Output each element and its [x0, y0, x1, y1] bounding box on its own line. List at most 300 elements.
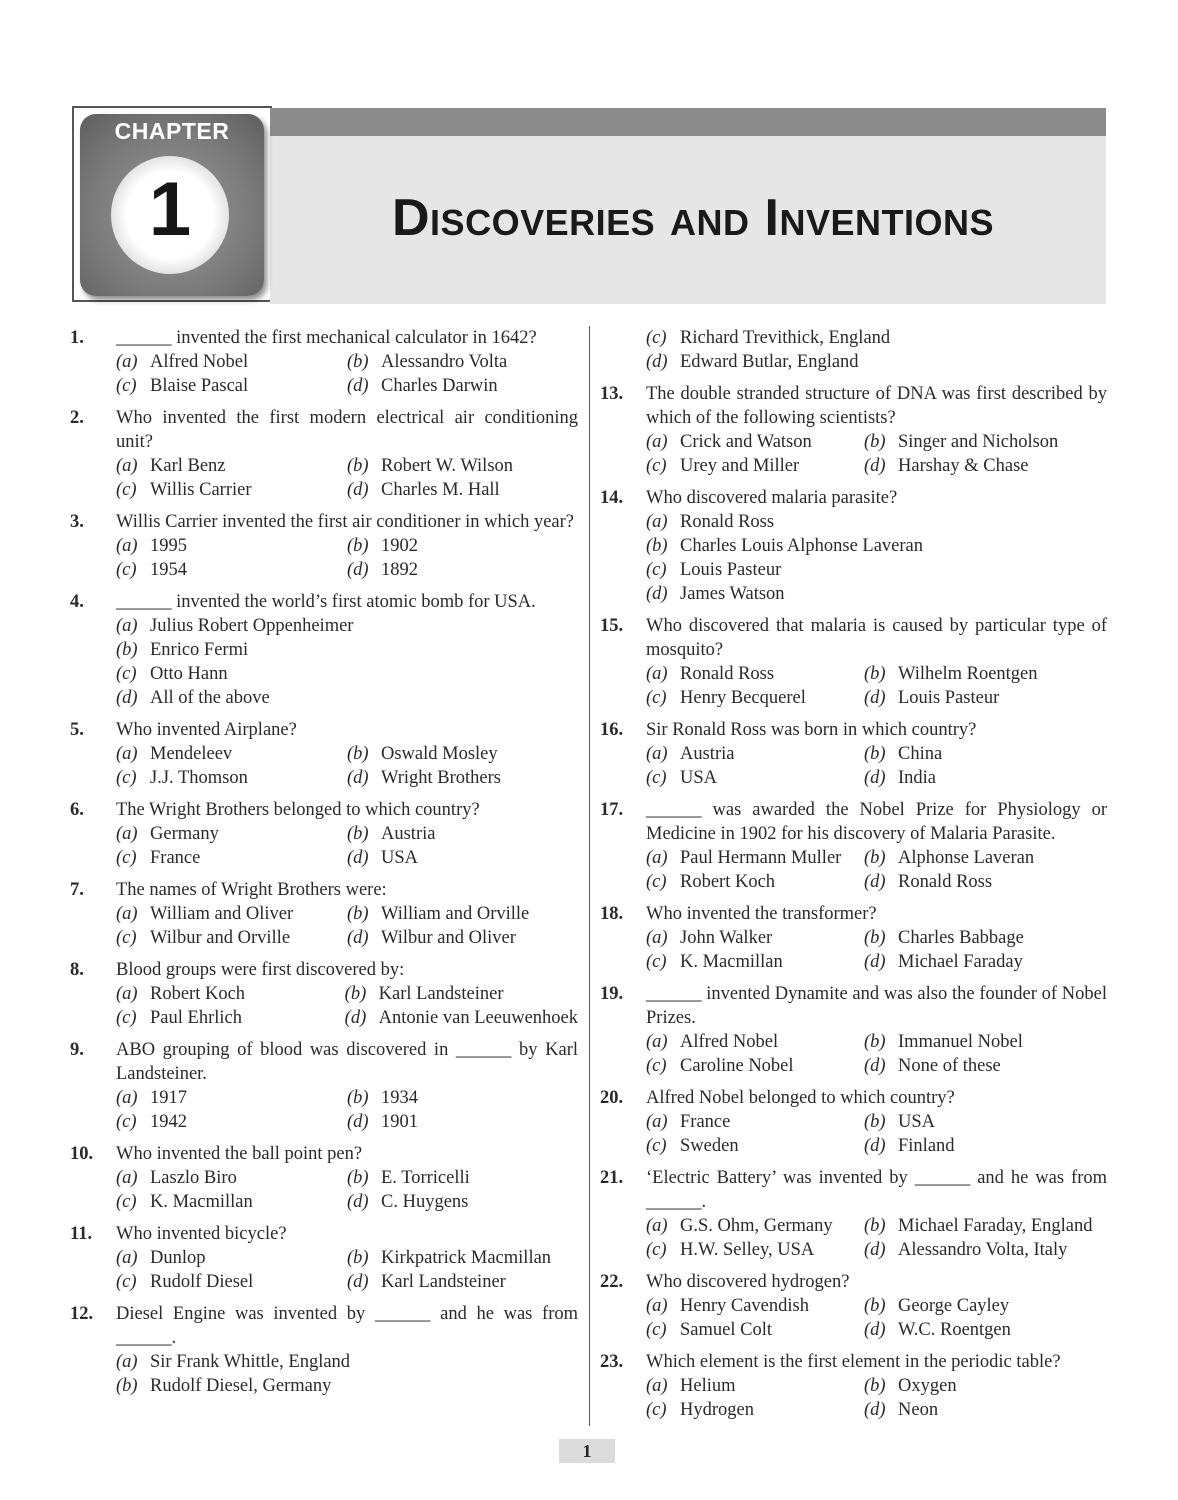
option: [646, 926, 864, 950]
header-top-bar: [270, 108, 1106, 136]
option-label: (d): [347, 848, 369, 868]
option-label: (a): [116, 744, 138, 764]
option-text: E. Torricelli: [381, 1168, 470, 1188]
option: [864, 662, 1107, 686]
option-label: (c): [646, 1136, 667, 1156]
option: [347, 534, 578, 558]
option-text: Paul Hermann Muller: [680, 848, 842, 868]
option-label: (b): [116, 640, 138, 660]
chapter-frame-bottom: [72, 300, 272, 302]
option-text: William and Orville: [381, 904, 530, 924]
option: [116, 1166, 347, 1190]
option: [116, 1350, 578, 1374]
option-label: (a): [116, 824, 138, 844]
option-label: (b): [347, 1248, 369, 1268]
question-text: Who discovered that malaria is caused by particular type of mosquito?: [646, 616, 1107, 660]
option: [116, 1110, 347, 1134]
question-item: [600, 1086, 1107, 1158]
option-label: (d): [864, 1056, 886, 1076]
options-list: [646, 1214, 1107, 1262]
option-label: (b): [864, 928, 886, 948]
option-label: (a): [116, 904, 138, 924]
option-label: (d): [347, 1272, 369, 1292]
option-label: (b): [864, 1376, 886, 1396]
option-text: Ronald Ross: [898, 872, 993, 892]
option-label: (d): [864, 688, 886, 708]
option-text: Crick and Watson: [680, 432, 812, 452]
question-line: [600, 902, 1107, 926]
option: [116, 846, 347, 870]
question-text: Willis Carrier invented the first air conditioner in which year?: [116, 512, 575, 532]
option-text: Helium: [680, 1376, 736, 1396]
option-text: Robert W. Wilson: [381, 456, 514, 476]
question-item: [70, 1038, 578, 1134]
options-list: [116, 614, 578, 710]
option-label: (a): [646, 1376, 668, 1396]
option: [646, 558, 1107, 582]
option: [646, 686, 864, 710]
option: [347, 846, 578, 870]
option-text: Dunlop: [150, 1248, 206, 1268]
options-list: [116, 982, 578, 1030]
option-text: Robert Koch: [680, 872, 776, 892]
option-label: (c): [116, 1272, 137, 1292]
option: [864, 742, 1107, 766]
option-text: Alphonse Laveran: [898, 848, 1035, 868]
option-label: (c): [646, 328, 667, 348]
question-line: [70, 1222, 578, 1246]
question-item: [70, 798, 578, 870]
option-text: Samuel Colt: [680, 1320, 772, 1340]
page-title: Discoveries and Inventions: [392, 189, 994, 247]
option-label: (b): [864, 1032, 886, 1052]
option-label: (c): [646, 688, 667, 708]
options-list: [116, 1166, 578, 1214]
question-line: [70, 798, 578, 822]
option-label: (b): [116, 1376, 138, 1396]
option-label: (b): [864, 664, 886, 684]
option-text: Enrico Fermi: [150, 640, 249, 660]
option-text: Henry Becquerel: [680, 688, 806, 708]
option: [646, 870, 864, 894]
question-number: 4.: [70, 592, 84, 612]
option: [116, 822, 347, 846]
option-label: (d): [347, 768, 369, 788]
option-label: (b): [347, 1088, 369, 1108]
option: [864, 1214, 1107, 1238]
chapter-number: 1: [148, 167, 192, 252]
option-label: (b): [347, 536, 369, 556]
question-line: [70, 326, 578, 350]
option: [646, 662, 864, 686]
option-text: George Cayley: [898, 1296, 1010, 1316]
option: [864, 1374, 1107, 1398]
question-number: 22.: [600, 1272, 624, 1292]
question-number: 3.: [70, 512, 84, 532]
question-item: [70, 1222, 578, 1294]
option: [646, 1134, 864, 1158]
option: [347, 350, 578, 374]
question-text: The double stranded structure of DNA was first described by which of the following scientists?: [646, 384, 1107, 428]
chapter-label: CHAPTER: [114, 118, 230, 144]
option: [116, 374, 347, 398]
option-label: (b): [864, 744, 886, 764]
option: [347, 558, 578, 582]
question-text: Who invented bicycle?: [116, 1224, 287, 1244]
option-label: (a): [646, 1032, 668, 1052]
question-line: [600, 982, 1107, 1030]
option-label: (a): [116, 616, 138, 636]
option: [116, 982, 345, 1006]
option: [864, 926, 1107, 950]
option-text: Julius Robert Oppenheimer: [150, 616, 354, 636]
option-label: (a): [646, 512, 668, 532]
question-12-continuation: [600, 326, 1107, 374]
question-item: [70, 718, 578, 790]
option: [864, 1134, 1107, 1158]
options-list: [116, 350, 578, 398]
question-item: [70, 958, 578, 1030]
question-line: [600, 798, 1107, 846]
question-text: The Wright Brothers belonged to which country?: [116, 800, 480, 820]
option-text: 1995: [150, 536, 187, 556]
option-text: Ronald Ross: [680, 664, 775, 684]
question-item: [70, 1142, 578, 1214]
option: [864, 1030, 1107, 1054]
option-text: Otto Hann: [150, 664, 228, 684]
option-label: (c): [646, 1056, 667, 1076]
option-text: Oxygen: [898, 1376, 957, 1396]
option-text: Wilbur and Oliver: [381, 928, 516, 948]
question-line: [70, 1038, 578, 1086]
option-text: 1917: [150, 1088, 187, 1108]
option-label: (d): [646, 584, 668, 604]
option: [116, 1190, 347, 1214]
question-item: [600, 902, 1107, 974]
option: [347, 902, 578, 926]
options-list: [646, 510, 1107, 606]
question-number: 12.: [70, 1304, 94, 1324]
option: [646, 1054, 864, 1078]
options-list: [646, 1374, 1107, 1422]
option-text: Wilbur and Orville: [150, 928, 291, 948]
option-text: Karl Landsteiner: [378, 984, 504, 1004]
question-line: [70, 1142, 578, 1166]
option: [347, 1270, 578, 1294]
option-label: (a): [646, 1112, 668, 1132]
option: [646, 1374, 864, 1398]
option-text: Austria: [680, 744, 735, 764]
option-label: (c): [646, 560, 667, 580]
question-number: 16.: [600, 720, 624, 740]
option-text: France: [150, 848, 201, 868]
option-label: (d): [347, 928, 369, 948]
question-number: 6.: [70, 800, 84, 820]
option-text: Rudolf Diesel, Germany: [150, 1376, 332, 1396]
left-column: [70, 326, 578, 1406]
option-text: Louis Pasteur: [680, 560, 782, 580]
question-line: [600, 382, 1107, 430]
question-line: [70, 406, 578, 454]
option-label: (c): [116, 848, 137, 868]
option-label: (a): [116, 1352, 138, 1372]
question-item: [70, 878, 578, 950]
option-label: (b): [347, 824, 369, 844]
option-text: K. Macmillan: [680, 952, 783, 972]
option-text: Urey and Miller: [680, 456, 800, 476]
question-number: 2.: [70, 408, 84, 428]
question-text: Who invented the transformer?: [646, 904, 877, 924]
question-text: Who invented Airplane?: [116, 720, 297, 740]
question-item: [70, 510, 578, 582]
column-divider: [589, 326, 590, 1426]
question-number: 17.: [600, 800, 624, 820]
option-label: (c): [646, 1320, 667, 1340]
option: [646, 846, 864, 870]
option-text: Alessandro Volta: [381, 352, 508, 372]
options-list: [116, 902, 578, 950]
option-label: (b): [864, 1296, 886, 1316]
option: [116, 454, 347, 478]
option-text: Antonie van Leeuwenhoek: [378, 1008, 578, 1028]
question-line: [600, 1350, 1107, 1374]
option: [116, 478, 347, 502]
option: [347, 454, 578, 478]
question-number: 8.: [70, 960, 84, 980]
option-text: Richard Trevithick, England: [680, 328, 891, 348]
option-text: Kirkpatrick Macmillan: [381, 1248, 552, 1268]
option-text: G.S. Ohm, Germany: [680, 1216, 833, 1236]
option-label: (c): [646, 952, 667, 972]
option: [646, 430, 864, 454]
question-line: [600, 614, 1107, 662]
option-text: Laszlo Biro: [150, 1168, 237, 1188]
option: [116, 1246, 347, 1270]
option-label: (a): [116, 352, 138, 372]
question-number: 20.: [600, 1088, 624, 1108]
option: [864, 686, 1107, 710]
option-label: (d): [347, 1192, 369, 1212]
option-text: 1934: [381, 1088, 418, 1108]
options-list: [116, 742, 578, 790]
option-text: Finland: [898, 1136, 955, 1156]
option: [347, 478, 578, 502]
option-text: Ronald Ross: [680, 512, 775, 532]
option-label: (c): [116, 560, 137, 580]
question-text: ______ was awarded the Nobel Prize for Physiology or Medicine in 1902 for his discovery of Malaria Parasite.: [646, 800, 1107, 844]
question-item: [600, 382, 1107, 478]
option: [864, 870, 1107, 894]
question-line: [70, 718, 578, 742]
option-text: 1954: [150, 560, 187, 580]
option: [646, 1238, 864, 1262]
option-text: C. Huygens: [381, 1192, 469, 1212]
option: [347, 1166, 578, 1190]
question-number: 21.: [600, 1168, 624, 1188]
option-label: (b): [347, 904, 369, 924]
option-text: Mendeleev: [150, 744, 233, 764]
option: [347, 742, 578, 766]
option: [646, 950, 864, 974]
option-label: (a): [646, 1216, 668, 1236]
option-label: (c): [646, 872, 667, 892]
option-text: John Walker: [680, 928, 773, 948]
option-label: (a): [646, 664, 668, 684]
option-label: (a): [116, 456, 138, 476]
option: [864, 454, 1107, 478]
options-list: [646, 430, 1107, 478]
option-label: (c): [116, 768, 137, 788]
option-label: (a): [116, 536, 138, 556]
option-label: (a): [646, 744, 668, 764]
options-list: [116, 1086, 578, 1134]
option: [646, 454, 864, 478]
option: [864, 950, 1107, 974]
option-text: Michael Faraday: [898, 952, 1023, 972]
question-number: 19.: [600, 984, 624, 1004]
option-text: Neon: [898, 1400, 939, 1420]
option: [646, 326, 1107, 350]
option: [646, 534, 1107, 558]
option-text: 1901: [381, 1112, 418, 1132]
question-item: [600, 798, 1107, 894]
question-item: [600, 614, 1107, 710]
option-text: 1902: [381, 536, 418, 556]
option-label: (c): [646, 456, 667, 476]
question-item: [600, 718, 1107, 790]
option-text: Germany: [150, 824, 219, 844]
option: [347, 1086, 578, 1110]
question-item: [600, 486, 1107, 606]
option: [345, 1006, 578, 1030]
option-text: Sir Frank Whittle, England: [150, 1352, 351, 1372]
option: [646, 1294, 864, 1318]
options-list: [116, 1350, 578, 1398]
options-list: [646, 1110, 1107, 1158]
option: [864, 766, 1107, 790]
option-label: (a): [646, 848, 668, 868]
question-number: 1.: [70, 328, 84, 348]
option-text: USA: [898, 1112, 936, 1132]
option-label: (b): [864, 432, 886, 452]
option-label: (d): [864, 872, 886, 892]
options-list: [116, 1246, 578, 1294]
option-label: (b): [864, 1112, 886, 1132]
question-line: [600, 718, 1107, 742]
options-list: [646, 846, 1107, 894]
question-item: [600, 1166, 1107, 1262]
option-label: (d): [864, 768, 886, 788]
question-text: ______ invented Dynamite and was also the founder of Nobel Prizes.: [646, 984, 1107, 1028]
option-text: Charles Louis Alphonse Laveran: [680, 536, 924, 556]
option-text: USA: [680, 768, 718, 788]
options-list: [646, 1030, 1107, 1078]
option-text: France: [680, 1112, 731, 1132]
option-label: (b): [864, 1216, 886, 1236]
option: [116, 614, 578, 638]
option-text: All of the above: [150, 688, 270, 708]
option-text: Wright Brothers: [381, 768, 501, 788]
option-text: J.J. Thomson: [150, 768, 248, 788]
option-text: None of these: [898, 1056, 1001, 1076]
question-line: [600, 486, 1107, 510]
option: [116, 350, 347, 374]
option: [864, 430, 1107, 454]
option-text: USA: [381, 848, 419, 868]
question-text: ______ invented the world’s first atomic bomb for USA.: [116, 592, 536, 612]
option: [646, 582, 1107, 606]
question-text: The names of Wright Brothers were:: [116, 880, 387, 900]
option: [646, 766, 864, 790]
options-list: [646, 662, 1107, 710]
option-label: (b): [864, 848, 886, 868]
question-number: 14.: [600, 488, 624, 508]
option-label: (b): [347, 744, 369, 764]
option-label: (d): [347, 1112, 369, 1132]
option-text: Louis Pasteur: [898, 688, 1000, 708]
option-label: (c): [116, 928, 137, 948]
option-label: (a): [116, 1248, 138, 1268]
option-text: Alessandro Volta, Italy: [898, 1240, 1068, 1260]
option-text: India: [898, 768, 937, 788]
question-text: ABO grouping of blood was discovered in ______ by Karl Landsteiner.: [116, 1040, 578, 1084]
option-text: Caroline Nobel: [680, 1056, 794, 1076]
options-list: [646, 1294, 1107, 1342]
option-label: (a): [646, 1296, 668, 1316]
option-label: (c): [646, 1400, 667, 1420]
option-label: (c): [646, 1240, 667, 1260]
question-line: [600, 1270, 1107, 1294]
question-line: [70, 510, 578, 534]
question-number: 23.: [600, 1352, 624, 1372]
question-line: [70, 590, 578, 614]
option: [116, 1006, 345, 1030]
option-text: Harshay & Chase: [898, 456, 1029, 476]
question-text: Who invented the first modern electrical air conditioning unit?: [116, 408, 578, 452]
option-text: Singer and Nicholson: [898, 432, 1059, 452]
option: [864, 1238, 1107, 1262]
question-line: [70, 1302, 578, 1350]
question-line: [70, 878, 578, 902]
option-label: (b): [347, 352, 369, 372]
question-text: ______ invented the first mechanical calculator in 1642?: [116, 328, 537, 348]
option-label: (a): [646, 432, 668, 452]
option-label: (a): [116, 1168, 138, 1188]
option: [864, 1318, 1107, 1342]
option-label: (d): [344, 1008, 367, 1028]
question-text: Diesel Engine was invented by ______ and he was from ______.: [116, 1304, 578, 1348]
option-text: Austria: [381, 824, 436, 844]
option: [347, 1110, 578, 1134]
option: [347, 926, 578, 950]
page-number: 1: [559, 1439, 615, 1463]
chapter-number-circle: [111, 156, 229, 274]
option-label: (d): [347, 560, 369, 580]
question-item: [70, 406, 578, 502]
question-text: Sir Ronald Ross was born in which country?: [646, 720, 977, 740]
option-label: (d): [864, 1400, 886, 1420]
options-list: [116, 822, 578, 870]
option-text: Alfred Nobel: [150, 352, 249, 372]
option: [646, 1214, 864, 1238]
question-number: 9.: [70, 1040, 84, 1060]
option: [646, 1318, 864, 1342]
question-item: [600, 1270, 1107, 1342]
option-text: W.C. Roentgen: [898, 1320, 1011, 1340]
chapter-frame-left: [72, 106, 74, 302]
option-label: (d): [864, 1240, 886, 1260]
question-text: Who discovered malaria parasite?: [646, 488, 898, 508]
